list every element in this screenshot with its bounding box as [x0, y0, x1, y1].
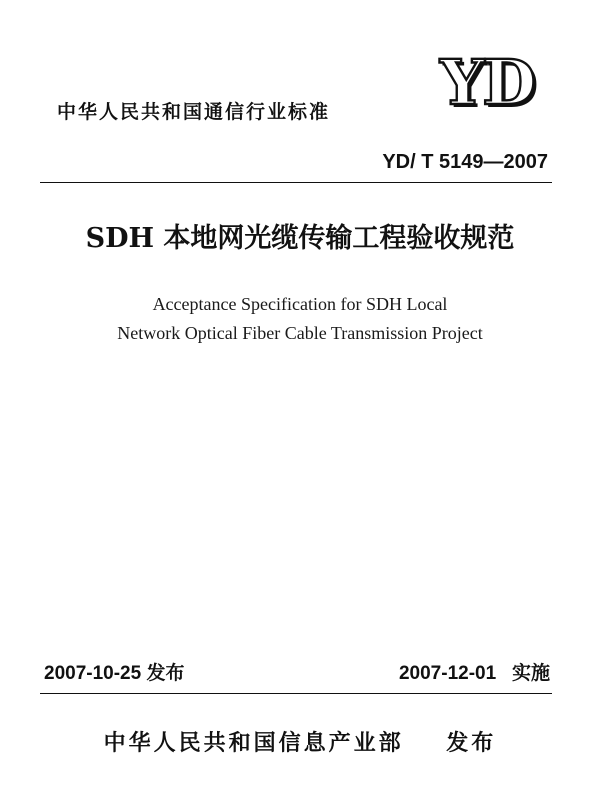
title-english-line-2: Network Optical Fiber Cable Transmission Project	[117, 323, 483, 343]
title-english-line-1: Acceptance Specification for SDH Local	[152, 294, 448, 314]
standard-number: YD/ T 5149—2007	[382, 151, 548, 173]
title-chinese: SDH 本地网光缆传输工程验收规范	[85, 223, 515, 254]
yd-logo: YD	[440, 46, 535, 119]
publish-date: 2007-10-25 发布	[44, 663, 185, 684]
implement-date: 2007-12-01 实施	[398, 663, 550, 684]
top-divider	[40, 182, 552, 183]
bottom-divider	[40, 693, 552, 694]
title-english	[0, 290, 600, 348]
issuing-authority: 中华人民共和国信息产业部 发布	[103, 731, 497, 756]
standard-category: 中华人民共和国通信行业标准	[57, 101, 331, 123]
